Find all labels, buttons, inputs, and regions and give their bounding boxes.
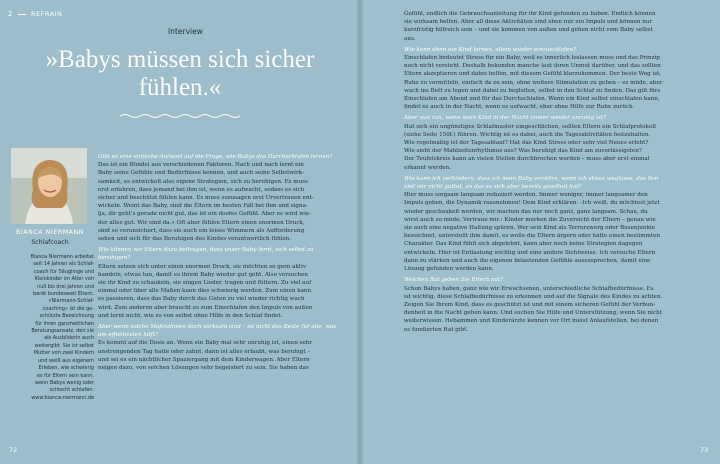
- portrait-photo: [11, 148, 87, 224]
- chapter-number: 2: [8, 10, 13, 18]
- answer: Hat sich ein ungünstiges Schlafmuster eingeschlichen, sollten Eltern ein Schlafprotokoll (siehe Seite 150f.) führen. Wichtig ist es dabei, auch die Tagesaktivitäten festzuhalten. Wie regelmäßig ist der Tagesablauf? Hat das Kind Stress oder sehr viel Neues erlebt? Wie sieht der Mahlzeitenrhythmus aus? Was beruhigt das Kind am zuverlässigsten? Der Teufelskreis kann an vielen Stellen durchbrochen werden – muss aber erst einmal erkannt werden.: [404, 123, 656, 171]
- answer: Es kommt auf die Dosis an. Wenn ein Baby mal sehr unruhig ist, einen sehr anstrengenden Tag hatte oder zahnt, dann ist alles erlaubt, was beruhigt – und sei es ein nächtlicher Spaziergang mit dem Kinderwagen. Aber Eltern neigen dazu, von solchen Lösungen sehr begeistert zu sein. Sie haben das: [98, 340, 313, 372]
- answer: Gefühl, endlich die Gebrauchsanleitung für ihr Kind gefunden zu haben. Endlich können sie wirksam helfen. Aber all diese Aktivitäten sind eben nur ein Impuls und können nur kurzfristig hilfreich sein – und sie kommen von außen und gehen nicht vom Baby selbst aus.: [404, 11, 656, 42]
- question: Aber was tun, wenn mein Kind in der Nacht immer wieder unruhig ist?: [404, 115, 606, 122]
- chapter-label: REFRAIN: [30, 10, 63, 18]
- page-number-right: 73: [700, 446, 709, 454]
- answer: Schon Babys haben, ganz wie wir Erwachsenen, unterschiedliche Schlafbedürfnisse. Es ist wichtig, diese Schlafbedürfnisse zu erkennen und auf die Signale des Kindes zu achten. Zeigen Sie Ihrem Kind, dass es geschützt ist und mit einem sicheren Gefühl der Verbun- denheit in die Nacht gehen kann. Und suchen Sie Hilfe und Unterstützung, wenn Sie nicht weiterwissen. Hebammen und Kinderärzte kennen vor Ort meist Anlaufstellen, bei denen es fundierten Rat gibt.: [404, 285, 663, 333]
- decorative-wave-line: [120, 113, 240, 119]
- question: Wie kann denn ein Kind lernen, allein wieder einzuschlafen?: [404, 46, 576, 53]
- answer: Hier muss sorgsam langsam reduziert werden. Immer weniger, immer langsamer den Impuls geben, die Dynamik rausnehmen! Dem Kind erklären: ›Ich weiß, du möchtest jetzt wieder geschaukelt werden, wir machen das nur noch ganz, ganz langsam. Schau, du wirst auch so müde. Vertraue mir.‹ Kinder merken die Zuversicht der Eltern – genau wie sie auch eine negative Haltung spüren. Wer sein Kind als Terrorzwerg oder Busenjunkie bezeichnet, unterstellt ihm damit, es wolle die Eltern ärgern oder hätte einen bestimmten Charakter. Das Kind fühlt sich abgelehnt, kann aber noch keine Strategien dagegen entwickeln. Hier ist Entlastung wichtig und eine andere Sichtweise. Ich versuche Eltern dann zu stärken und auch die eigenen belastenden Gefühle auszusprechen, damit eine Lösung gefunden werden kann.: [404, 192, 661, 273]
- section-label: Interview: [168, 27, 203, 36]
- coach-role: Schlafcoach: [31, 239, 69, 246]
- page-number-left: 72: [9, 446, 18, 454]
- header-dash: [18, 14, 26, 15]
- answer: Einschlafen bedeutet Stress für ein Baby, weil es innerlich loslassen muss und das Prinzip noch nicht versteht. Deshalb bekunden manche laut ihren Unmut darüber, und das sollten Eltern akzeptieren und dabei helfen, mit diesem Gefühl klarzukommen. Der beste Weg ist, Ruhe zu vermitteln, einfach da zu sein, ohne weitere Stimulation zu geben – es müde, aber wach ins Bett zu legen und dabei zu begleiten, selbst in den Schlaf zu finden. Das gilt fürs Einschlafen am Abend und für das Durchschlafen. Wenn ein Kind selbst einschlafen kann, findet es auch in der Nacht, wenn es aufwacht, eher ohne Hilfe zur Ruhe zurück.: [404, 55, 663, 111]
- coach-bio: Bianca Niermann arbeitet seit 14 Jahren als Schlaf- coach für Säuglinge und Kleinkinder im Alter von null bis drei Jahren und berät bundesweit Eltern. »Niermann-Schlaf- coaching« ist die ge- schützte Bezeichnung für ihren ganzheitlichen Beratungsansatz, den sie als Ausbilderin auch weitergibt. Sie ist selbst Mutter von zwei Kindern und weiß aus eigenem Erleben, wie schwierig es für Eltern sein kann, wenn Babys wenig oder schlecht schlafen. www.bianca-niermann.de: [30, 254, 94, 401]
- coach-name: BIANCA NIERMANN: [16, 229, 84, 236]
- interview-column-left: [98, 150, 342, 372]
- question: Aber wenn solche Maßnahmen doch wirksam sind – ist nicht das Beste für alle, was am effektivsten hilft?: [98, 324, 337, 339]
- question: Gibt es eine einfache Antwort auf die Frage, wie Babys das Durchschlafen lernen?: [98, 154, 333, 160]
- article-headline: »Babys müssen sich sicher fühlen.«: [45, 46, 315, 101]
- running-header: [8, 10, 62, 18]
- question: Wie kann ich verhindern, dass ich mein Baby verstöre, wenn ich etwas weglasse, das ihm und mir nicht guttut, an das es sich aber bereits gewöhnt hat?: [404, 175, 659, 191]
- answer: Das ist ein Bündel aus verschiedenen Faktoren. Nach und nach lernt ein Baby seine Gefühle und Bedürfnisse kennen, und auch seine Selbstwirk- samkeit, es entwickelt also eigene Strategien, sich zu beruhigen. Es muss erst erfahren, dass jemand bei ihm ist, wenn es aufwacht, sodass es sich sicher und beschützt fühlen kann. Es muss sozusagen erst Urvertrauen ent- wickeln. Weint das Baby, sind die Eltern im besten Fall bei ihm und signa- lja, dir geht's gerade nicht gut, das ist ein doofes Gefühl. Aber es wird wie- der alles gut. Wir sind da.« Oft aber fühlen Eltern einen enormen Druck, sind so verunsichert, dass sie auch ein leises Wimmern als Aufforderung sehen und sich für das Beruhigen des Kindes verantwortlich fühlen.: [98, 162, 314, 243]
- answer: Eltern setzen sich unter einen enormen Druck, sie möchten so gern aktiv handeln, etwas tun, damit es ihrem Baby wieder gut geht. Also versuchen sie ihr Kind zu schaukeln, sie singen Lieder, tragen und füttern. Zu viel auf einmal oder über alle Maßen kann dies schwierig werden. Zum einen kann es passieren, dass das Baby durch das Guten zu viel wieder richtig wach wird. Zum anderen aber braucht es zum Einschlafen den Impuls von außen und lernt nicht, wie es von selbst ohne Hilfe in den Schlaf findet.: [98, 263, 313, 319]
- question: Welchen Rat geben Sie Eltern mit?: [404, 277, 504, 284]
- book-gutter: [357, 0, 363, 464]
- question: Wie können wir Eltern dazu beitragen, dass unser Baby lernt, sich selbst zu beruhigen?: [98, 247, 314, 262]
- interview-column-right: [404, 10, 666, 334]
